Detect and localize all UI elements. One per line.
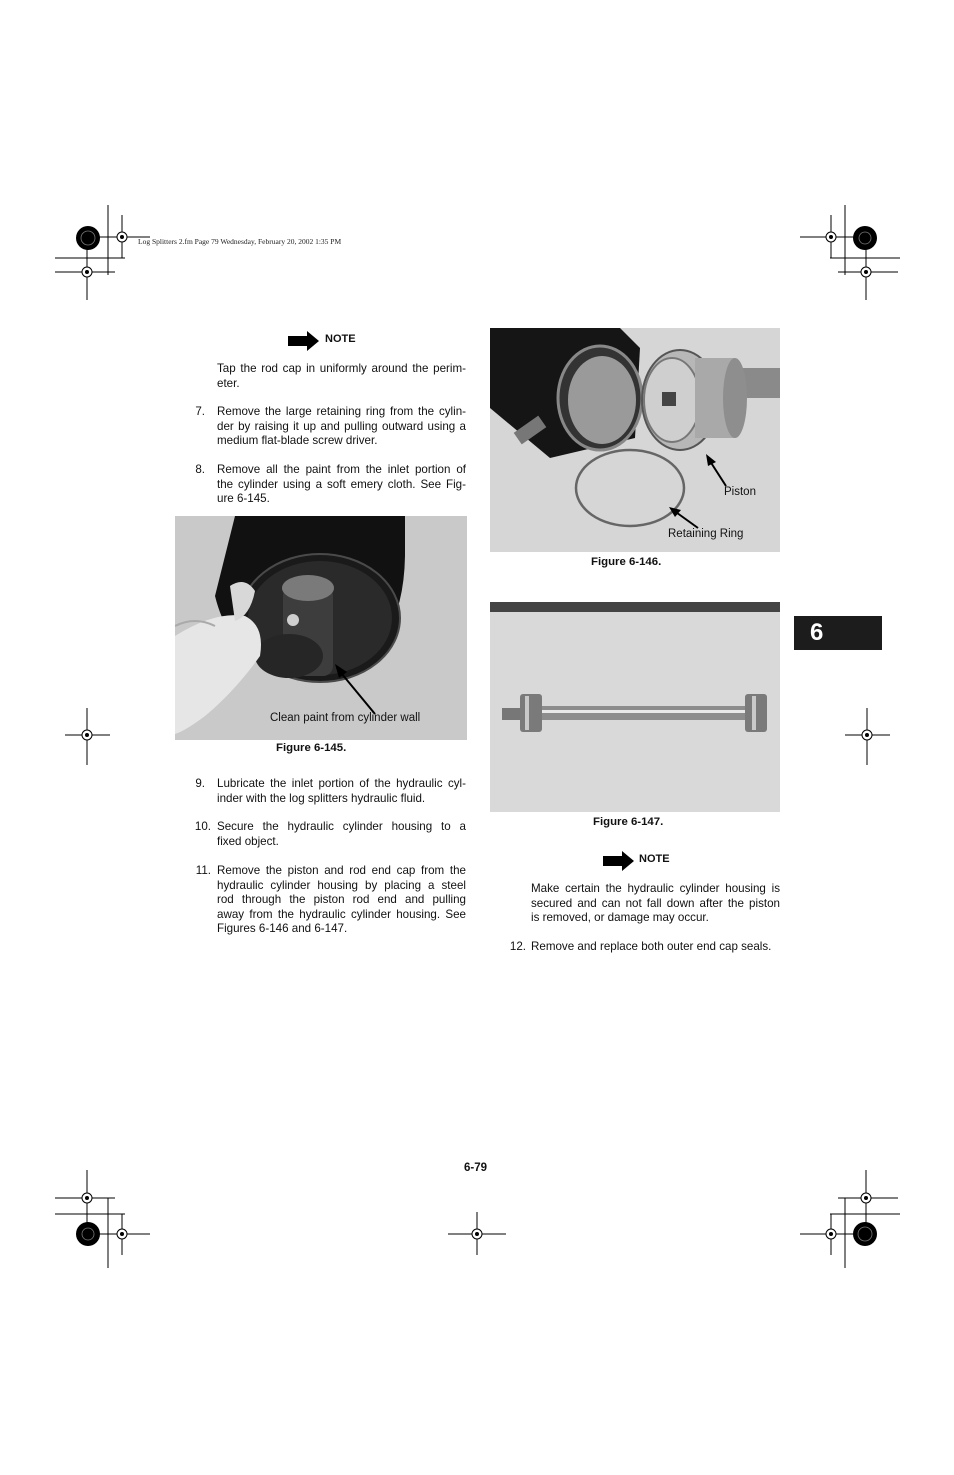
step-number: 8. bbox=[195, 463, 205, 476]
figure-6-146-photo bbox=[490, 328, 780, 552]
note-label: NOTE bbox=[325, 333, 356, 345]
figure-callout: Clean paint from cylinder wall bbox=[270, 712, 421, 724]
step-number: 9. bbox=[195, 777, 205, 790]
figure-caption: Figure 6-145. bbox=[276, 742, 347, 754]
chapter-tab: 6 bbox=[794, 616, 882, 650]
step-number: 11. bbox=[195, 864, 211, 877]
note-text: Tap the rod cap in uniformly around the perim- eter. bbox=[217, 362, 466, 390]
page-number: 6-79 bbox=[464, 1162, 488, 1174]
figure-callout-ring: Retaining Ring bbox=[668, 528, 744, 540]
note-label: NOTE bbox=[639, 853, 670, 865]
note-text: Make certain the hydraulic cylinder housing is secured and can not fall down after the piston is removed, or damage may occur. bbox=[531, 882, 780, 925]
note-arrow-icon bbox=[288, 331, 320, 351]
step-11-text: Remove the piston and rod end cap from the hydraulic cylinder housing by placing a steel rod through the piston rod end and pulling away from the hydraulic cylinder housing. See Figures 6-146 and 6-147. bbox=[217, 864, 466, 936]
figure-6-145-photo bbox=[175, 516, 467, 740]
step-number: 7. bbox=[195, 405, 205, 418]
file-header: Log Splitters 2.fm Page 79 Wednesday, February 20, 2002 1:35 PM bbox=[138, 237, 342, 246]
figure-caption: Figure 6-146. bbox=[591, 556, 662, 568]
note-arrow-icon bbox=[603, 851, 635, 871]
step-number: 10. bbox=[194, 820, 211, 833]
step-10-text: Secure the hydraulic cylinder housing to a fixed object. bbox=[217, 820, 466, 848]
step-8-text: Remove all the paint from the inlet portion of the cylinder using a soft emery cloth. See Fig- ure 6-145. bbox=[217, 463, 466, 506]
figure-callout-piston: Piston bbox=[724, 486, 756, 498]
figure-caption: Figure 6-147. bbox=[593, 816, 664, 828]
step-7-text: Remove the large retaining ring from the cylin- der by raising it up and pulling outward using a medium flat-blade screw driver. bbox=[217, 405, 466, 448]
step-9-text: Lubricate the inlet portion of the hydraulic cyl- inder with the log splitters hydraulic fluid. bbox=[217, 777, 466, 805]
step-12-text: Remove and replace both outer end cap seals. bbox=[531, 940, 772, 953]
step-number: 12. bbox=[509, 940, 526, 953]
figure-6-147-photo bbox=[490, 602, 780, 812]
